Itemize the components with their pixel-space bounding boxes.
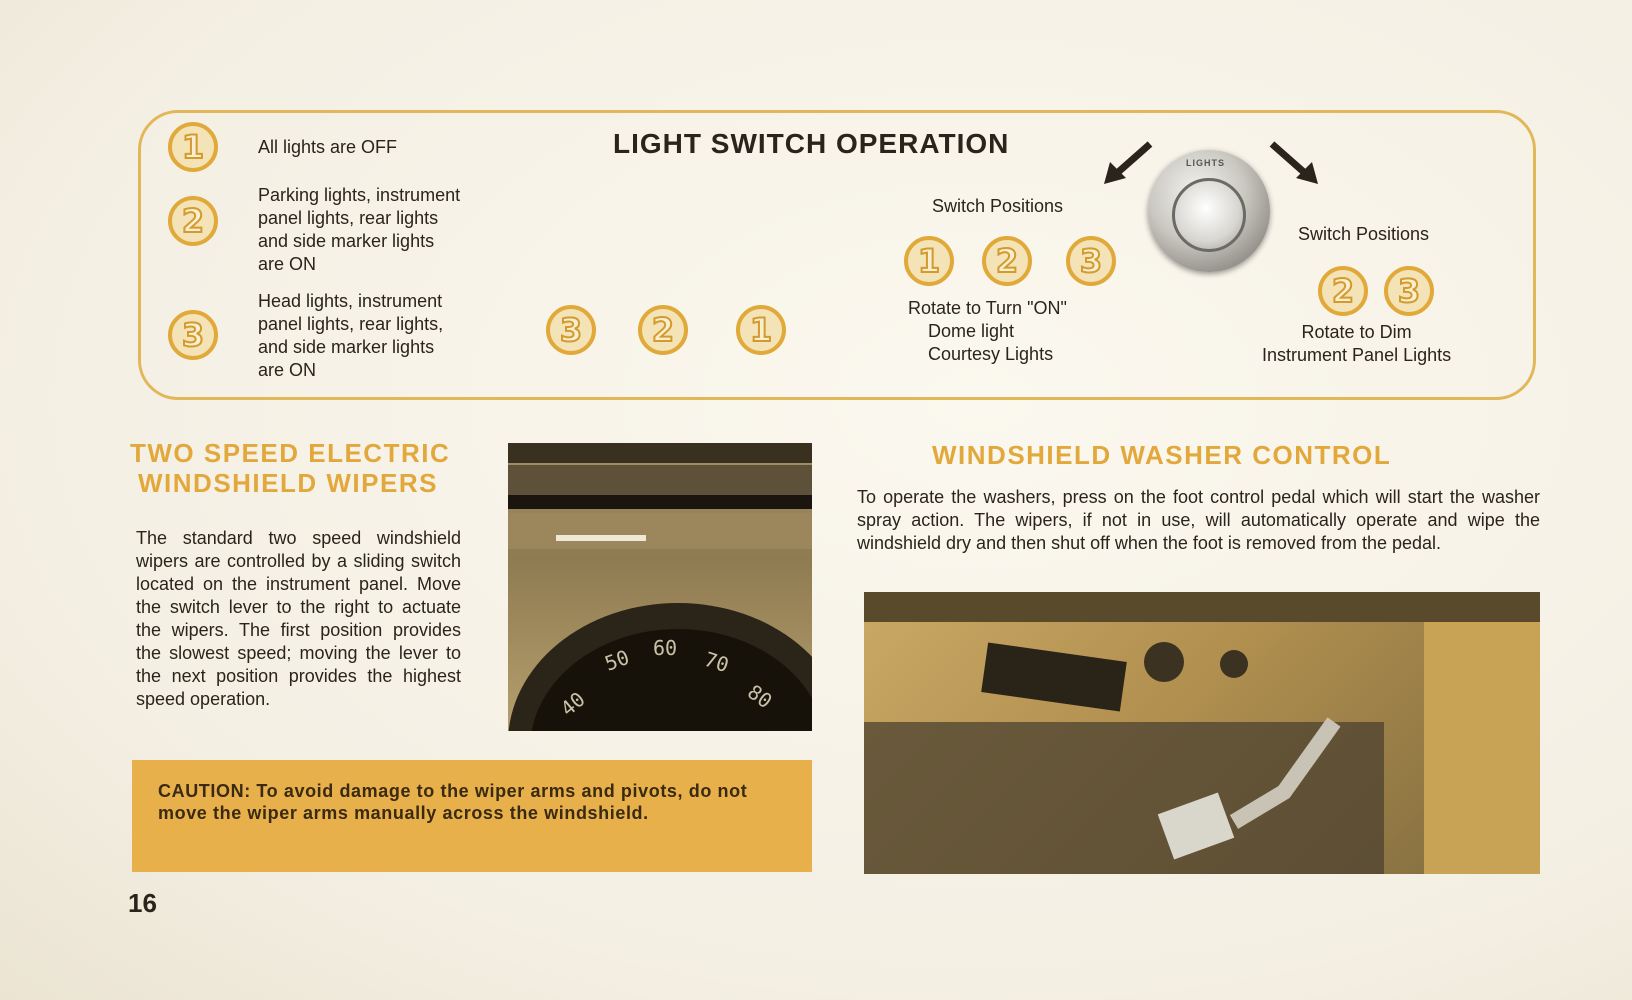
washer-body: To operate the washers, press on the foot control pedal which will start the washer spray action. The wipers, if not in use, will automatically operate and wipe the windshield dry and then shut off when the foot is removed from the pedal. <box>857 487 1540 553</box>
legend-number-1: 1 <box>168 122 218 172</box>
arrow-left-icon <box>1100 138 1160 186</box>
rotate-on-text: Rotate to Turn "ON" Dome light Courtesy Lights <box>908 298 1067 364</box>
switch-positions-left-label: Switch Positions <box>932 196 1064 216</box>
switch-positions-right-label: Switch Positions <box>1298 224 1430 244</box>
light-switch-knob <box>1148 150 1270 272</box>
wipers-heading-line1: TWO SPEED ELECTRIC <box>130 438 451 468</box>
legend-number-3: 3 <box>168 310 218 360</box>
speedo-number-60: 60 <box>653 636 678 660</box>
switch-position-left-2: 2 <box>982 236 1032 286</box>
legend-text-2: Parking lights, instrument panel lights, rear lights and side marker lights are ON <box>258 185 461 274</box>
legend-text-3: Head lights, instrument panel lights, rear lights, and side marker lights are ON <box>258 291 444 380</box>
knob-label: LIGHTS <box>1186 158 1225 168</box>
speedo-number-40: 40 <box>555 686 590 721</box>
wiper-switch-photo <box>508 443 812 731</box>
switch-position-left-1: 1 <box>904 236 954 286</box>
caution-box: CAUTION: To avoid damage to the wiper arms and pivots, do not move the wiper arms manually across the windshield. <box>132 760 812 872</box>
speedo-number-50: 50 <box>601 644 633 676</box>
switch-position-right-2: 2 <box>1318 266 1368 316</box>
pull-position-1: 1 <box>736 305 786 355</box>
speedo-number-70: 70 <box>701 646 732 678</box>
foot-pedal-illustration <box>864 592 1540 874</box>
wipers-body: The standard two speed windshield wipers are controlled by a sliding switch located on the instrument panel. Move the switch lever to the right to actuate the wipers. The first position provides the slowest speed; moving the lever to the next position provides the highest speed operation. <box>136 528 461 709</box>
legend-number-2: 2 <box>168 196 218 246</box>
wipers-heading <box>130 438 450 498</box>
light-switch-title: LIGHT SWITCH OPERATION <box>613 128 1010 159</box>
legend-text-1: All lights are OFF <box>258 137 398 157</box>
washer-heading: WINDSHIELD WASHER CONTROL <box>932 440 1392 470</box>
wipers-heading-line2: WINDSHIELD WIPERS <box>138 468 438 498</box>
pull-position-2: 2 <box>638 305 688 355</box>
rotate-dim-text: Rotate to Dim Instrument Panel Lights <box>1262 322 1452 365</box>
switch-position-left-3: 3 <box>1066 236 1116 286</box>
switch-position-right-3: 3 <box>1384 266 1434 316</box>
speedometer-illustration <box>508 443 812 731</box>
page-number: 16 <box>128 888 157 918</box>
speedo-number-80: 80 <box>743 679 777 714</box>
pull-position-3: 3 <box>546 305 596 355</box>
arrow-right-icon <box>1262 138 1322 186</box>
washer-pedal-photo <box>864 592 1540 874</box>
knob-center <box>1172 178 1246 252</box>
